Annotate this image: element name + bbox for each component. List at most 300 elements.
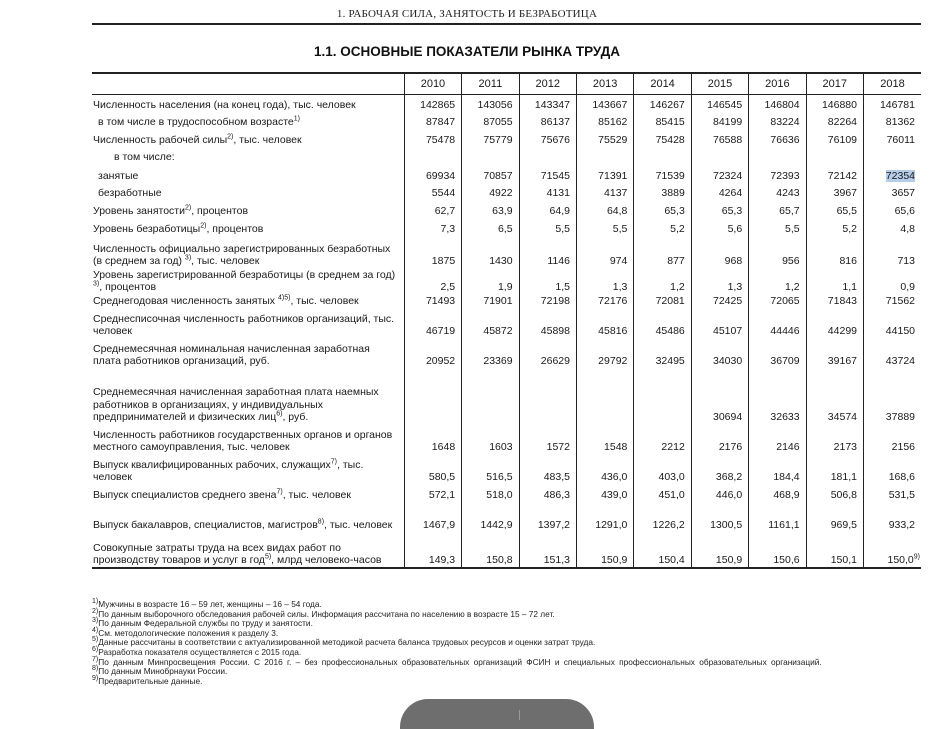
footnotes [92, 600, 922, 686]
cell-value: 5,5 [612, 223, 628, 235]
value-cell [749, 338, 806, 368]
cell-value: 1,2 [784, 281, 800, 293]
value-cell [462, 424, 519, 454]
cell-value: 877 [667, 255, 685, 267]
row-label [92, 502, 404, 532]
cell-value: 146804 [764, 99, 800, 111]
value-cell [749, 454, 806, 484]
value-cell [691, 236, 748, 268]
cell-value: 956 [782, 255, 800, 267]
footnote-mark: 1) [92, 598, 99, 606]
header-label-cell [92, 73, 404, 95]
row-label-text: Уровень зарегистрированной безработицы (в среднем за год) [93, 268, 396, 281]
cell-value: 45816 [598, 325, 628, 337]
cell-value: 87055 [483, 116, 513, 128]
year-header: 2010 [404, 73, 461, 95]
cell-value: 149,3 [428, 554, 456, 566]
table-row [92, 308, 921, 338]
value-cell [749, 532, 806, 568]
value-cell [462, 368, 519, 424]
value-cell [864, 368, 922, 424]
cell-value: 1146 [547, 255, 570, 267]
year-header: 2011 [462, 73, 519, 95]
value-cell [691, 454, 748, 484]
row-label [92, 454, 404, 484]
cell-value: 2176 [718, 441, 743, 453]
cell-value: 1467,9 [423, 519, 456, 531]
value-cell [691, 268, 748, 294]
value-cell [576, 424, 633, 454]
cell-value: 63,9 [492, 205, 513, 217]
cell-value: 1648 [431, 441, 456, 453]
value-cell [519, 268, 576, 294]
value-cell [749, 183, 806, 200]
value-cell [749, 294, 806, 308]
row-label-text: Уровень занятости [93, 205, 185, 217]
cell-value: 62,7 [434, 205, 456, 217]
row-label-unit: , млрд человеко-часов [271, 554, 382, 566]
value-cell [806, 218, 863, 236]
value-cell [634, 129, 691, 147]
footnote-mark: 6) [92, 646, 99, 654]
table-row [92, 338, 921, 368]
footnote-text: По данным Минобрнауки России. [98, 666, 228, 677]
cell-value: 150,9 [601, 554, 628, 566]
row-label [92, 294, 404, 308]
value-cell [634, 454, 691, 484]
value-cell [404, 147, 461, 164]
value-cell [806, 268, 863, 294]
value-cell [691, 424, 748, 454]
cell-value: 1875 [431, 255, 456, 267]
cell-value: 439,0 [601, 489, 628, 501]
value-cell [404, 200, 461, 218]
cell-value: 1,5 [555, 281, 570, 293]
value-cell [462, 112, 519, 129]
cell-value: 75428 [655, 134, 685, 146]
footnote-text: Разработка показателя осуществляется с 2015 года. [98, 646, 302, 657]
cell-value: 76588 [712, 134, 743, 146]
cell-value: 4131 [546, 187, 570, 199]
footnote-mark: 7) [92, 655, 99, 663]
value-cell [519, 112, 576, 129]
table-row [92, 112, 921, 129]
row-label-text: Численность населения (на конец года), тыс. человек [93, 99, 356, 111]
cell-value: 83224 [770, 116, 800, 128]
value-cell [634, 112, 691, 129]
row-label-text: Выпуск квалифицированных рабочих, служащих [93, 458, 331, 471]
row-label-text: Среднегодовая численность занятых [93, 295, 278, 307]
cell-value: 1300,5 [710, 519, 743, 531]
value-cell [749, 268, 806, 294]
cell-value: 26629 [540, 355, 570, 367]
table-row [92, 236, 921, 268]
value-cell [519, 338, 576, 368]
row-label-unit: , процентов [206, 223, 264, 235]
cell-value: 969,5 [830, 519, 857, 531]
row-label-text: в том числе: [114, 151, 175, 163]
row-label-text: безработные [98, 187, 162, 199]
value-cell [691, 112, 748, 129]
value-cell [634, 164, 691, 183]
cell-value: 20952 [425, 355, 456, 367]
value-cell [806, 424, 863, 454]
table-row [92, 268, 921, 294]
value-cell [404, 338, 461, 368]
cell-value: 32495 [655, 355, 685, 367]
value-cell [806, 338, 863, 368]
cell-value: 146545 [707, 99, 743, 111]
cell-value: 143667 [592, 99, 628, 111]
cell-value: 44150 [885, 325, 915, 337]
value-cell [691, 183, 748, 200]
value-cell [634, 308, 691, 338]
footnote [92, 674, 922, 687]
footnote-mark: 9) [92, 674, 99, 682]
cell-value: 6,5 [497, 223, 513, 235]
value-cell [749, 218, 806, 236]
cell-value: 516,5 [486, 471, 513, 483]
table-row [92, 183, 921, 200]
row-label [92, 95, 404, 112]
cell-value: 34574 [827, 411, 857, 423]
value-cell [576, 129, 633, 147]
footnote-ref: 8) [317, 518, 325, 526]
cell-value: 146781 [879, 99, 915, 111]
table-row [92, 454, 921, 484]
footnote-ref: 7) [330, 458, 338, 465]
cell-value: 44446 [770, 325, 800, 337]
cell-value: 518,0 [486, 489, 513, 501]
value-cell [864, 484, 922, 502]
value-cell [864, 236, 922, 268]
value-cell [634, 268, 691, 294]
footnote-mark: 8) [92, 665, 99, 673]
cell-value: 4,8 [900, 223, 915, 235]
cell-value: 72081 [655, 295, 685, 307]
cell-value: 5,2 [842, 223, 857, 235]
table-row [92, 147, 921, 164]
cell-value: 451,0 [658, 489, 685, 501]
cell-value: 151,3 [543, 554, 570, 566]
value-cell [864, 454, 922, 484]
value-cell [404, 129, 461, 147]
value-cell [864, 502, 922, 532]
cell-value: 974 [609, 255, 628, 267]
cell-value: 45898 [540, 325, 570, 337]
value-cell [749, 236, 806, 268]
cell-value: 5,5 [784, 223, 800, 235]
cell-value: 436,0 [601, 471, 628, 483]
value-cell [806, 308, 863, 338]
footnote-text: Мужчины в возрасте 16 – 59 лет, женщины – 16 – 54 года. [98, 599, 322, 609]
year-header: 2017 [806, 73, 863, 95]
cell-value: 142865 [420, 99, 456, 111]
cell-value: 468,9 [773, 489, 800, 501]
row-label [92, 368, 404, 424]
value-cell [404, 112, 461, 129]
table-row [92, 532, 921, 568]
cell-value: 71562 [885, 295, 915, 307]
cell-value: 150,8 [486, 554, 513, 566]
value-cell [404, 424, 461, 454]
value-cell [519, 218, 576, 236]
value-cell [519, 484, 576, 502]
cell-value: 71843 [827, 295, 857, 307]
cell-value: 181,1 [830, 471, 857, 483]
cell-value: 36709 [770, 355, 800, 367]
labor-market-table [92, 72, 921, 569]
year-header: 2012 [519, 73, 576, 95]
cell-value: 403,0 [658, 471, 685, 483]
row-label [92, 147, 404, 164]
value-cell [864, 338, 922, 368]
table-row [92, 294, 921, 308]
footnote-ref: 3) [93, 280, 100, 288]
cell-value: 2212 [661, 441, 685, 453]
value-cell [806, 112, 863, 129]
row-label [92, 218, 404, 236]
value-cell [576, 454, 633, 484]
row-label-unit: , тыс. человек [282, 489, 351, 501]
cell-value: 2146 [776, 441, 800, 453]
cell-value: 506,8 [830, 489, 857, 501]
value-cell [404, 164, 461, 183]
cell-value: 146267 [649, 99, 685, 111]
cell-value: 76636 [770, 134, 800, 146]
cell-value: 713 [897, 255, 915, 267]
cell-value: 1430 [489, 255, 513, 267]
value-cell [806, 368, 863, 424]
value-cell [749, 129, 806, 147]
value-cell [576, 164, 633, 183]
value-cell [462, 129, 519, 147]
value-cell [691, 147, 748, 164]
footnote-ref: 1) [293, 115, 300, 123]
value-cell [576, 308, 633, 338]
cell-value: 143347 [534, 99, 570, 111]
row-label-unit: , процентов [191, 205, 249, 217]
year-header: 2013 [576, 73, 633, 95]
footnote-text: Данные рассчитаны в соответствии с актуализированной методикой расчета баланса трудовых ресурсов и оценки затрат труда. [98, 637, 596, 648]
cell-value: 150,0 [887, 554, 914, 566]
cell-value: 76011 [886, 134, 915, 146]
row-label-text: Среднесписочная численность работников организаций, тыс. человек [93, 312, 395, 337]
value-cell [691, 129, 748, 147]
row-label-text: в том числе в трудоспособном возрасте [98, 116, 294, 128]
value-cell [749, 424, 806, 454]
value-cell [576, 200, 633, 218]
value-cell [634, 294, 691, 308]
cell-value: 3657 [891, 187, 915, 199]
footnote [92, 667, 922, 677]
year-header: 2018 [864, 73, 922, 95]
value-cell [864, 183, 922, 200]
value-cell [691, 200, 748, 218]
row-label-text: Выпуск бакалавров, специалистов, магистров [93, 519, 318, 531]
cell-value: 46719 [425, 325, 456, 337]
value-cell [404, 218, 461, 236]
value-cell [691, 294, 748, 308]
value-cell [462, 200, 519, 218]
row-label-text: Совокупные затраты труда на всех видах работ по производству товаров и услуг в год [93, 541, 341, 566]
footnote-ref: 2) [227, 133, 234, 141]
value-cell [462, 164, 519, 183]
value-cell [634, 368, 691, 424]
cell-value: 483,5 [543, 471, 570, 483]
value-cell [462, 454, 519, 484]
footnote-mark: 5) [92, 636, 99, 644]
year-header: 2016 [749, 73, 806, 95]
cell-value: 23369 [483, 355, 513, 367]
header-row [92, 73, 921, 95]
running-head: 1. РАБОЧАЯ СИЛА, ЗАНЯТОСТЬ И БЕЗРАБОТИЦА [336, 8, 598, 20]
cell-value: 531,5 [888, 489, 915, 501]
cell-value: 45107 [712, 325, 743, 337]
cell-value: 150,9 [715, 554, 743, 566]
footnote-ref: 5) [264, 553, 272, 561]
value-cell [462, 338, 519, 368]
footnote-ref: 3) [184, 254, 192, 262]
footnote-mark: 2) [92, 607, 99, 615]
cell-value: 3889 [661, 187, 685, 199]
value-cell [519, 294, 576, 308]
row-label-unit: , тыс. человек [290, 295, 359, 307]
value-cell [634, 218, 691, 236]
cell-value: 76109 [827, 134, 857, 146]
footnote-ref: 2) [184, 204, 192, 212]
value-cell [691, 218, 748, 236]
value-cell [404, 532, 461, 568]
cell-value: 71545 [540, 170, 570, 182]
cell-value: 816 [839, 255, 857, 267]
cell-value: 32633 [770, 411, 800, 423]
cell-value: 44299 [827, 325, 857, 337]
table-row [92, 164, 921, 183]
cell-value: 1397,2 [537, 519, 570, 531]
cell-value: 72176 [598, 295, 628, 307]
row-label [92, 424, 404, 454]
cell-value: 1,3 [612, 281, 628, 293]
cell-value: 45872 [483, 325, 513, 337]
cell-value: 43724 [885, 355, 915, 367]
table-row [92, 368, 921, 424]
value-cell [404, 454, 461, 484]
cell-value: 75676 [540, 134, 570, 146]
cell-value: 72198 [540, 295, 570, 307]
row-label-unit: , процентов [99, 281, 157, 293]
value-cell [576, 294, 633, 308]
value-cell [749, 200, 806, 218]
cell-value: 65,3 [721, 205, 743, 217]
cell-value: 69934 [425, 170, 456, 182]
row-label [92, 112, 404, 129]
value-cell [806, 502, 863, 532]
value-cell [634, 147, 691, 164]
value-cell [634, 532, 691, 568]
value-cell [519, 147, 576, 164]
year-header: 2014 [634, 73, 691, 95]
row-label-text: Численность работников государственных органов и органов местного самоуправления, тыс. человек [93, 428, 393, 453]
value-cell [864, 308, 922, 338]
cell-value: 150,4 [658, 554, 685, 566]
cell-value: 81362 [885, 116, 915, 128]
footnote-text: Предварительные данные. [98, 675, 203, 686]
value-cell [404, 95, 461, 112]
cell-value: 64,8 [606, 205, 628, 217]
cell-value: 72142 [827, 170, 857, 182]
value-cell [864, 268, 922, 294]
value-cell [576, 218, 633, 236]
value-cell [576, 484, 633, 502]
cell-value: 5544 [431, 187, 456, 199]
value-cell [404, 368, 461, 424]
cell-value: 65,3 [664, 205, 685, 217]
value-cell [806, 95, 863, 112]
value-cell [404, 268, 461, 294]
value-cell [864, 147, 922, 164]
value-cell [806, 147, 863, 164]
cell-value: 168,6 [888, 471, 915, 483]
row-label-text: Численность официально зарегистрированных безработных (в среднем за год) [93, 242, 391, 267]
footnote-text: По данным выборочного обследования рабочей силы. Информация рассчитана по населению в возрасте 15 – 72 лет. [98, 608, 555, 619]
value-cell [462, 236, 519, 268]
row-label [92, 338, 404, 368]
cell-value: 143056 [477, 99, 513, 111]
value-cell [749, 95, 806, 112]
value-cell [462, 147, 519, 164]
row-label-unit: , руб. [282, 411, 309, 423]
value-cell [691, 484, 748, 502]
value-cell [864, 164, 922, 183]
cell-value: 446,0 [715, 489, 743, 501]
row-label [92, 164, 404, 183]
cell-value: 72425 [712, 295, 743, 307]
value-cell [576, 236, 633, 268]
value-cell [634, 502, 691, 532]
value-cell [691, 164, 748, 183]
value-cell [691, 95, 748, 112]
cell-value: 1226,2 [652, 519, 685, 531]
cell-value: 1442,9 [480, 519, 513, 531]
cell-value: 84199 [712, 116, 743, 128]
value-cell [806, 164, 863, 183]
value-cell [462, 294, 519, 308]
cell-value: 34030 [712, 355, 743, 367]
cell-value: 1603 [489, 441, 513, 453]
row-label-text: занятые [98, 170, 139, 182]
table-row [92, 218, 921, 236]
value-cell [576, 338, 633, 368]
value-cell [634, 95, 691, 112]
cell-value: 4264 [718, 187, 743, 199]
cell-value: 150,1 [830, 554, 857, 566]
value-cell [462, 95, 519, 112]
value-cell [519, 183, 576, 200]
viewer-toolbar-overlay[interactable] [400, 699, 594, 729]
cell-value: 75478 [425, 134, 456, 146]
value-cell [634, 338, 691, 368]
value-cell [462, 532, 519, 568]
toolbar-separator [519, 710, 520, 720]
value-cell [806, 129, 863, 147]
value-cell [404, 183, 461, 200]
value-cell [519, 236, 576, 268]
value-cell [691, 338, 748, 368]
cell-value: 368,2 [715, 471, 743, 483]
value-cell [749, 147, 806, 164]
row-label-unit: , тыс. человек [324, 519, 393, 531]
